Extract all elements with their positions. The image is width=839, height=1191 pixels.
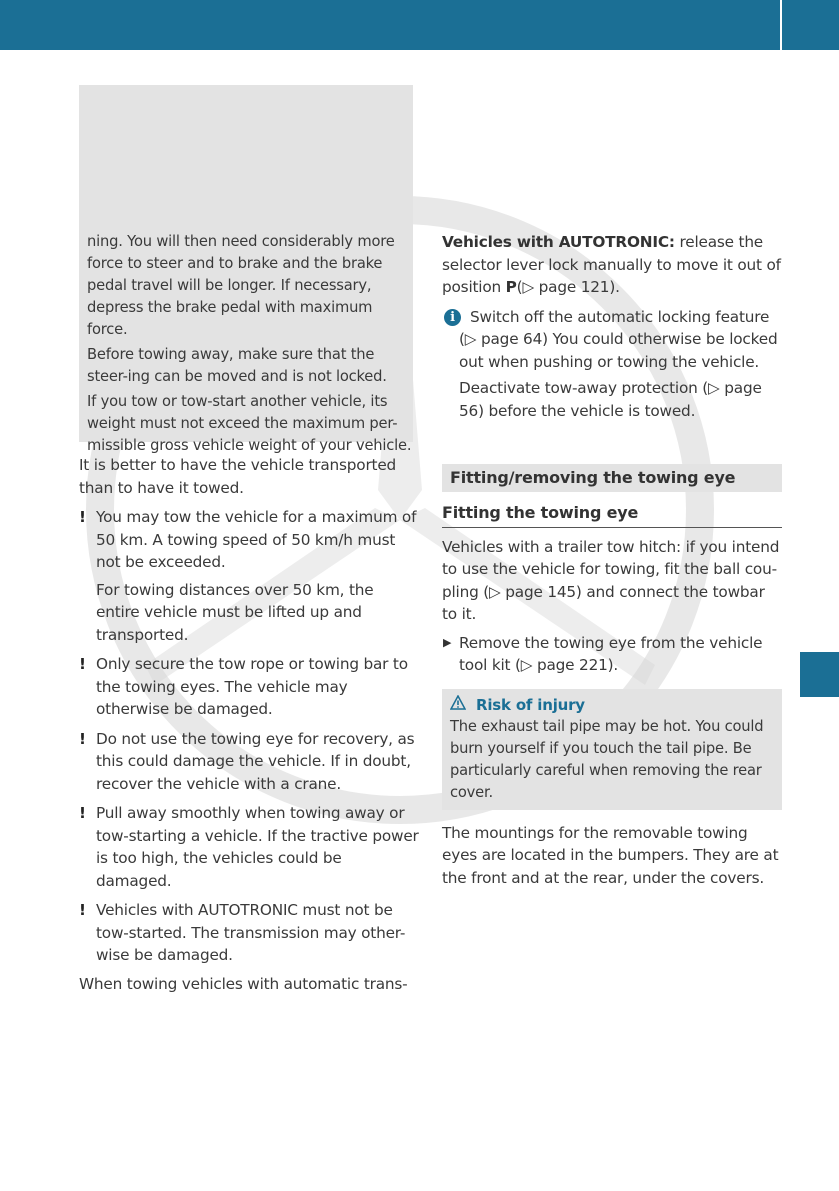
- subheading: Fitting the towing eye: [442, 502, 782, 528]
- risk-text: The exhaust tail pipe may be hot. You could burn yourself if you touch the tail pipe. Be particularly careful when removing the rear cover.: [450, 717, 764, 801]
- caution-extra: For towing distances over 50 km, the entire vehicle must be lifted up and transported.: [96, 580, 374, 644]
- caution-text: Only secure the tow rope or towing bar to the towing eyes. The vehicle may otherwise be damaged.: [96, 655, 408, 718]
- step-item: [442, 632, 782, 677]
- left-column: [79, 85, 420, 995]
- caution-text: You may tow the vehicle for a maximum of 50 km. A towing speed of 50 km/h must not be exceeded.: [96, 508, 417, 571]
- autotronic-label: Vehicles with AUTOTRONIC:: [442, 233, 675, 251]
- position-letter: P: [505, 278, 517, 296]
- risk-warning-box: [442, 689, 782, 810]
- caution-note: [79, 728, 420, 796]
- warning-paragraph: Before towing away, make sure that the steer-ing can be moved and is not locked.: [87, 346, 387, 385]
- autotronic-text: release the selector lever lock manually to move it out of position: [442, 233, 781, 296]
- warning-triangle-icon: [450, 694, 468, 716]
- autotronic-paragraph: [442, 231, 782, 299]
- warning-box-continued: [79, 85, 413, 454]
- step-arrow-icon: ▶: [443, 635, 452, 649]
- right-column: [442, 85, 782, 889]
- risk-title-text: Risk of injury: [476, 695, 585, 714]
- risk-title: [450, 694, 776, 716]
- warning-paragraph: If you tow or tow-start another vehicle, its weight must not exceed the maximum per-missible gross vehicle weight of your vehicle.: [87, 393, 412, 454]
- mountings-paragraph: The mountings for the removable towing eyes are located in the bumpers. They are at the front and at the rear, under the covers.: [442, 823, 779, 887]
- caution-mark-icon: !: [79, 729, 86, 748]
- info-note: [442, 306, 782, 374]
- chapter-tab: [800, 652, 839, 697]
- caution-mark-icon: !: [79, 804, 86, 822]
- info-text: Switch off the automatic locking feature (▷ page 64) You could otherwise be locked out when pushing or towing the vehicle.: [459, 307, 778, 371]
- caution-text: Pull away smoothly when towing away or tow-starting a vehicle. If the tractive power is too high, the vehicles could be damaged.: [96, 804, 419, 890]
- section-heading: Fitting/removing the towing eye: [442, 464, 782, 492]
- caution-mark-icon: !: [79, 508, 86, 526]
- caution-note: [79, 653, 420, 721]
- warning-paragraph: ning. You will then need considerably more force to steer and to brake and the brake pedal travel will be longer. If necessary, depress the brake pedal with maximum force.: [87, 233, 395, 338]
- hitch-paragraph: Vehicles with a trailer tow hitch: if you intend to use the vehicle for towing, fit the ball cou-pling (▷ page 145) and connect the towbar to it.: [442, 537, 780, 623]
- info-extra: Deactivate tow-away protection (▷ page 56) before the vehicle is towed.: [459, 379, 762, 420]
- intro-paragraph: It is better to have the vehicle transported than to have it towed.: [79, 456, 397, 497]
- caution-text: Vehicles with AUTOTRONIC must not be tow-started. The transmission may other-wise be damaged.: [96, 901, 406, 964]
- caution-mark-icon: !: [79, 655, 86, 673]
- step-text: Remove the towing eye from the vehicle tool kit (▷ page 221).: [459, 633, 763, 674]
- closing-paragraph: When towing vehicles with automatic trans-: [79, 974, 408, 993]
- info-icon: i: [444, 309, 461, 326]
- header-bar: [0, 0, 839, 50]
- caution-text: Do not use the towing eye for recovery, as this could damage the vehicle. If in doubt, recover the vehicle with a crane.: [96, 729, 415, 793]
- caution-note: [79, 802, 420, 892]
- caution-note: [79, 506, 420, 574]
- caution-mark-icon: !: [79, 901, 86, 919]
- caution-note: [79, 899, 420, 967]
- autotronic-ref: (▷ page 121).: [516, 278, 620, 296]
- header-divider: [780, 0, 782, 50]
